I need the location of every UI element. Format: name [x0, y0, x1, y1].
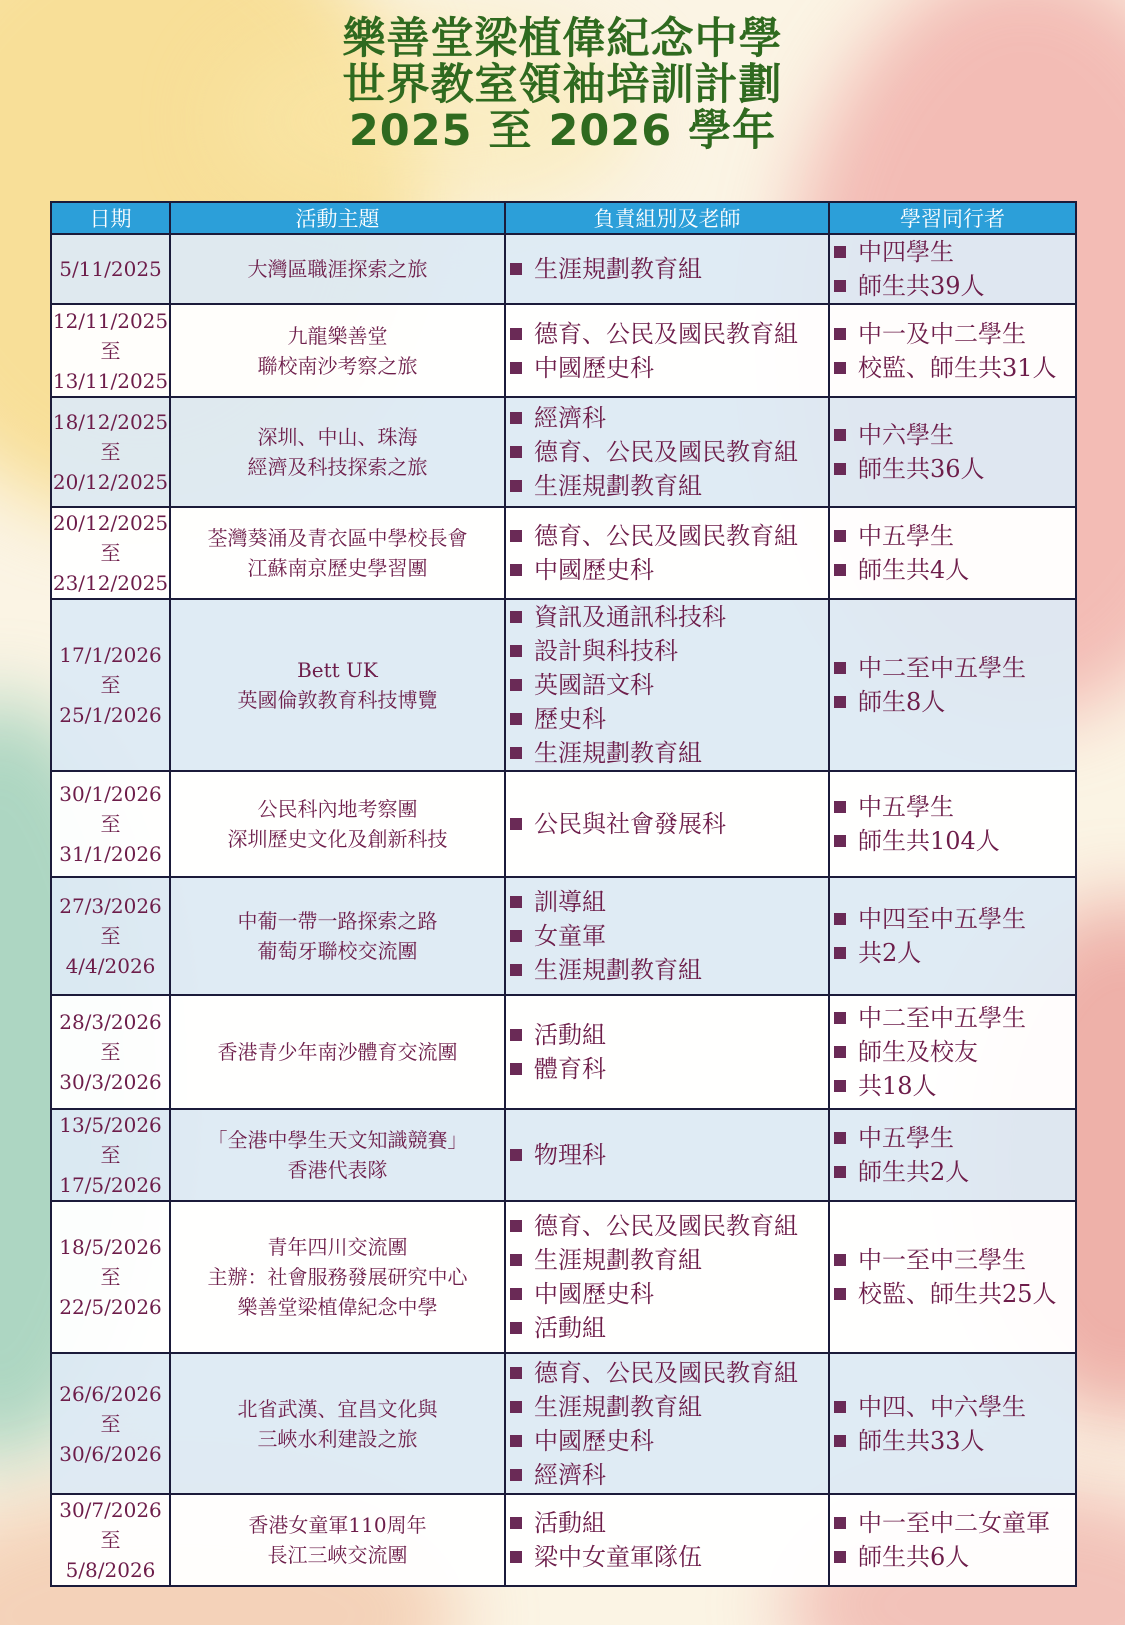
activity-line: 深圳歷史文化及創新科技: [227, 827, 448, 851]
list-item: [834, 235, 1071, 269]
list-item-text: 德育、公民及國民教育組: [534, 1358, 798, 1387]
activity-line: 公民科內地考察團: [257, 797, 418, 821]
date-line: 至: [100, 338, 121, 363]
date-line: 18/12/2025: [52, 410, 169, 434]
list-item-text: 德育、公民及國民教育組: [534, 438, 798, 466]
activity-cell: [170, 599, 505, 771]
square-bullet-icon: [834, 1551, 846, 1563]
date-cell: [51, 1353, 170, 1494]
square-bullet-icon: [834, 696, 846, 708]
square-bullet-icon: [834, 1435, 846, 1447]
list-item-text: 中一至中二女童軍: [858, 1509, 1050, 1537]
list-item: [834, 902, 1071, 936]
list-item-text: 英國語文科: [534, 671, 654, 699]
square-bullet-icon: [510, 1149, 522, 1161]
square-bullet-icon: [834, 1166, 846, 1178]
list-item-text: 師生共6人: [858, 1543, 970, 1571]
list-item: [834, 1035, 1071, 1069]
date-line: 至: [100, 1143, 121, 1167]
table-row: [51, 1353, 1076, 1494]
list-item: [834, 418, 1071, 452]
date-line: 28/3/2026: [59, 1010, 162, 1034]
activity-line: 經濟及科技探索之旅: [247, 455, 428, 479]
activity-line: Bett UK: [297, 658, 378, 682]
groups-cell: [505, 1353, 829, 1494]
list-item: [510, 1540, 824, 1574]
list-item: [834, 519, 1071, 553]
date-cell: [51, 771, 170, 877]
list-item-text: 中五學生: [858, 1124, 954, 1152]
square-bullet-icon: [834, 947, 846, 959]
participants-cell: [829, 1353, 1076, 1494]
list-item: [510, 1424, 824, 1458]
date-cell: [51, 877, 170, 995]
groups-cell: [505, 507, 829, 599]
date-line: 30/7/2026: [59, 1498, 162, 1522]
table-row: [51, 1109, 1076, 1201]
activity-line: 「全港中學生天文知識競賽」: [207, 1128, 468, 1152]
list-item-text: 中國歷史科: [534, 556, 654, 584]
date-line: 25/1/2026: [59, 703, 162, 727]
date-line: 至: [100, 812, 121, 836]
square-bullet-icon: [510, 446, 522, 458]
list-item-text: 梁中女童軍隊伍: [534, 1543, 702, 1571]
list-item: [834, 651, 1071, 685]
list-item-text: 中四至中五學生: [858, 905, 1026, 933]
date-cell: [51, 507, 170, 599]
date-line: 至: [100, 673, 121, 697]
list-item-text: 訓導組: [534, 888, 606, 916]
list-item-text: 德育、公民及國民教育組: [534, 522, 798, 550]
square-bullet-icon: [834, 429, 846, 441]
square-bullet-icon: [510, 611, 522, 623]
activity-cell: [170, 1109, 505, 1201]
date-line: 17/5/2026: [59, 1173, 162, 1197]
list-item: [510, 807, 824, 841]
list-item: [834, 1155, 1071, 1189]
groups-cell: [505, 599, 829, 771]
activity-cell: [170, 397, 505, 507]
list-item: [510, 519, 824, 553]
square-bullet-icon: [510, 1435, 522, 1447]
list-item-text: 生涯規劃教育組: [534, 1392, 702, 1421]
activity-cell: [170, 304, 505, 397]
date-line: 至: [100, 1411, 121, 1436]
list-item-text: 德育、公民及國民教育組: [534, 319, 798, 348]
square-bullet-icon: [834, 662, 846, 674]
table-row: [51, 995, 1076, 1109]
date-line: 至: [100, 1265, 121, 1289]
groups-cell: [505, 877, 829, 995]
square-bullet-icon: [510, 530, 522, 542]
date-line: 至: [100, 924, 121, 948]
groups-cell: [505, 1109, 829, 1201]
participants-cell: [829, 599, 1076, 771]
square-bullet-icon: [834, 1046, 846, 1058]
list-item: [510, 736, 824, 770]
participants-cell: [829, 877, 1076, 995]
participants-cell: [829, 1201, 1076, 1353]
activity-line: 主辦：社會服務發展研究中心: [207, 1265, 468, 1289]
date-line: 至: [100, 1040, 121, 1064]
list-item-text: 經濟科: [534, 404, 606, 432]
square-bullet-icon: [834, 1401, 846, 1413]
date-line: 27/3/2026: [59, 894, 162, 918]
list-item-text: 師生共33人: [858, 1426, 985, 1455]
participants-cell: [829, 304, 1076, 397]
list-item-text: 活動組: [534, 1314, 606, 1342]
square-bullet-icon: [834, 1254, 846, 1266]
table-row: [51, 304, 1076, 397]
list-item-text: 校監、師生共31人: [858, 353, 1057, 382]
square-bullet-icon: [834, 1132, 846, 1144]
square-bullet-icon: [834, 913, 846, 925]
square-bullet-icon: [510, 1517, 522, 1529]
list-item: [510, 953, 824, 987]
list-item-text: 公民與社會發展科: [534, 810, 726, 838]
list-item: [510, 351, 824, 385]
header-date: 日期: [51, 202, 170, 234]
activity-cell: [170, 1201, 505, 1353]
list-item-text: 活動組: [534, 1021, 606, 1049]
list-item: [834, 685, 1071, 719]
list-item: [834, 1243, 1071, 1277]
activity-cell: [170, 771, 505, 877]
list-item-text: 中四學生: [858, 238, 954, 266]
square-bullet-icon: [510, 1288, 522, 1300]
table-row: [51, 397, 1076, 507]
list-item-text: 校監、師生共25人: [858, 1280, 1057, 1308]
square-bullet-icon: [510, 1469, 522, 1481]
page-title: [0, 16, 1125, 154]
groups-cell: [505, 995, 829, 1109]
header-activity: 活動主題: [170, 202, 505, 234]
list-item: [510, 252, 824, 286]
date-line: 18/5/2026: [59, 1235, 162, 1259]
activity-cell: [170, 507, 505, 599]
list-item: [834, 1424, 1071, 1458]
list-item: [834, 1121, 1071, 1155]
list-item: [834, 1001, 1071, 1035]
square-bullet-icon: [510, 362, 522, 374]
list-item: [834, 452, 1071, 486]
date-line: 4/4/2026: [65, 954, 156, 978]
list-item-text: 師生共104人: [858, 827, 1000, 855]
date-cell: [51, 234, 170, 304]
list-item: [834, 553, 1071, 587]
list-item-text: 歷史科: [534, 705, 606, 733]
square-bullet-icon: [510, 1220, 522, 1232]
date-cell: [51, 1109, 170, 1201]
list-item-text: 體育科: [534, 1055, 606, 1083]
square-bullet-icon: [510, 747, 522, 759]
list-item-text: 中國歷史科: [534, 1426, 654, 1455]
date-line: 13/5/2026: [59, 1113, 162, 1137]
square-bullet-icon: [834, 328, 846, 340]
activity-line: 聯校南沙考察之旅: [257, 353, 418, 378]
list-item-text: 師生共36人: [858, 455, 985, 483]
date-line: 12/11/2025: [52, 308, 169, 333]
square-bullet-icon: [834, 1012, 846, 1024]
list-item: [510, 469, 824, 503]
list-item: [510, 1052, 824, 1086]
table-row: [51, 877, 1076, 995]
square-bullet-icon: [834, 1080, 846, 1092]
date-line: 13/11/2025: [52, 368, 169, 393]
list-item: [834, 1069, 1071, 1103]
date-line: 30/6/2026: [59, 1441, 162, 1466]
participants-cell: [829, 771, 1076, 877]
square-bullet-icon: [510, 964, 522, 976]
square-bullet-icon: [834, 362, 846, 374]
square-bullet-icon: [510, 679, 522, 691]
activity-line: 三峽水利建設之旅: [257, 1426, 418, 1451]
date-line: 17/1/2026: [59, 643, 162, 667]
square-bullet-icon: [834, 463, 846, 475]
list-item: [834, 936, 1071, 970]
square-bullet-icon: [510, 412, 522, 424]
square-bullet-icon: [834, 835, 846, 847]
date-line: 至: [100, 440, 121, 464]
table-row: [51, 599, 1076, 771]
activity-cell: [170, 1353, 505, 1494]
square-bullet-icon: [510, 930, 522, 942]
square-bullet-icon: [510, 1367, 522, 1379]
participants-cell: [829, 1109, 1076, 1201]
list-item: [510, 1390, 824, 1424]
activity-cell: [170, 234, 505, 304]
list-item-text: 中二至中五學生: [858, 654, 1026, 682]
date-line: 23/12/2025: [52, 571, 169, 595]
list-item: [510, 317, 824, 351]
square-bullet-icon: [510, 818, 522, 830]
table-row: [51, 1494, 1076, 1586]
list-item: [510, 1018, 824, 1052]
academic-year: 2025 至 2026 學年: [348, 106, 777, 156]
groups-cell: [505, 771, 829, 877]
list-item-text: 中一至中三學生: [858, 1246, 1026, 1274]
groups-cell: [505, 397, 829, 507]
date-line: 30/3/2026: [59, 1070, 162, 1094]
square-bullet-icon: [510, 1254, 522, 1266]
list-item: [510, 600, 824, 634]
activity-line: 香港女童軍110周年: [248, 1513, 427, 1537]
list-item-text: 中國歷史科: [534, 353, 654, 382]
participants-cell: [829, 1494, 1076, 1586]
list-item: [834, 1506, 1071, 1540]
date-cell: [51, 304, 170, 397]
schedule-table: [50, 201, 1077, 1587]
list-item: [510, 1458, 824, 1492]
list-item: [510, 1243, 824, 1277]
list-item: [510, 1138, 824, 1172]
square-bullet-icon: [510, 896, 522, 908]
date-cell: [51, 599, 170, 771]
groups-cell: [505, 234, 829, 304]
table-row: [51, 1201, 1076, 1353]
list-item: [834, 317, 1071, 351]
square-bullet-icon: [510, 1401, 522, 1413]
square-bullet-icon: [510, 1322, 522, 1334]
list-item-text: 設計與科技科: [534, 637, 678, 665]
square-bullet-icon: [834, 280, 846, 292]
activity-line: 九龍樂善堂: [287, 323, 388, 348]
date-line: 31/1/2026: [59, 842, 162, 866]
square-bullet-icon: [510, 480, 522, 492]
activity-line: 香港青少年南沙體育交流團: [217, 1040, 458, 1064]
list-item: [834, 351, 1071, 385]
square-bullet-icon: [834, 801, 846, 813]
square-bullet-icon: [510, 645, 522, 657]
list-item: [510, 919, 824, 953]
header-groups: 負責組別及老師: [505, 202, 829, 234]
square-bullet-icon: [510, 328, 522, 340]
date-cell: [51, 397, 170, 507]
square-bullet-icon: [834, 1288, 846, 1300]
list-item-text: 經濟科: [534, 1460, 606, 1489]
square-bullet-icon: [510, 564, 522, 576]
list-item: [510, 435, 824, 469]
list-item: [510, 553, 824, 587]
square-bullet-icon: [510, 713, 522, 725]
list-item-text: 德育、公民及國民教育組: [534, 1212, 798, 1240]
list-item: [510, 1356, 824, 1390]
list-item: [510, 885, 824, 919]
square-bullet-icon: [510, 1551, 522, 1563]
list-item-text: 物理科: [534, 1141, 606, 1169]
list-item: [510, 1506, 824, 1540]
activity-line: 中葡一帶一路探索之路: [237, 909, 438, 933]
list-item-text: 生涯規劃教育組: [534, 472, 702, 500]
activity-cell: [170, 877, 505, 995]
activity-line: 青年四川交流團: [267, 1235, 408, 1259]
list-item-text: 共2人: [858, 939, 922, 967]
date-line: 至: [100, 1528, 121, 1552]
list-item: [834, 1277, 1071, 1311]
list-item: [510, 1277, 824, 1311]
list-item-text: 生涯規劃教育組: [534, 255, 702, 283]
list-item-text: 女童軍: [534, 922, 606, 950]
list-item: [834, 824, 1071, 858]
date-line: 5/11/2025: [59, 257, 162, 281]
list-item-text: 中四、中六學生: [858, 1392, 1026, 1421]
program-name: 世界教室領袖培訓計劃: [342, 60, 783, 110]
list-item-text: 生涯規劃教育組: [534, 1246, 702, 1274]
list-item-text: 活動組: [534, 1509, 606, 1537]
participants-cell: [829, 507, 1076, 599]
activity-cell: [170, 1494, 505, 1586]
table-row: [51, 771, 1076, 877]
list-item-text: 師生共4人: [858, 556, 970, 584]
activity-line: 長江三峽交流團: [267, 1543, 408, 1567]
square-bullet-icon: [510, 1063, 522, 1075]
list-item: [510, 1311, 824, 1345]
participants-cell: [829, 397, 1076, 507]
list-item: [834, 269, 1071, 303]
activity-line: 葡萄牙聯校交流團: [257, 939, 418, 963]
date-line: 22/5/2026: [59, 1295, 162, 1319]
table-row: [51, 234, 1076, 304]
date-line: 5/8/2026: [65, 1558, 156, 1582]
activity-line: 深圳、中山、珠海: [257, 425, 418, 449]
list-item: [834, 1540, 1071, 1574]
list-item-text: 中國歷史科: [534, 1280, 654, 1308]
school-name: 樂善堂梁植偉紀念中學: [342, 14, 783, 64]
date-line: 20/12/2025: [52, 470, 169, 494]
date-cell: [51, 1201, 170, 1353]
list-item-text: 生涯規劃教育組: [534, 956, 702, 984]
table-row: [51, 507, 1076, 599]
header-participants: 學習同行者: [829, 202, 1076, 234]
list-item: [834, 1390, 1071, 1424]
activity-line: 北省武漢、宜昌文化與: [237, 1396, 438, 1421]
groups-cell: [505, 1201, 829, 1353]
list-item-text: 共18人: [858, 1072, 937, 1100]
list-item-text: 生涯規劃教育組: [534, 739, 702, 767]
activity-line: 香港代表隊: [287, 1158, 388, 1182]
list-item: [510, 401, 824, 435]
list-item: [510, 634, 824, 668]
list-item-text: 資訊及通訊科技科: [534, 603, 726, 631]
table-header-row: [51, 202, 1076, 234]
list-item-text: 中六學生: [858, 421, 954, 449]
date-cell: [51, 1494, 170, 1586]
activity-line: 江蘇南京歷史學習團: [247, 556, 428, 580]
activity-line: 大灣區職涯探索之旅: [247, 257, 428, 281]
list-item: [510, 702, 824, 736]
list-item-text: 師生共39人: [858, 272, 985, 300]
date-line: 26/6/2026: [59, 1381, 162, 1406]
square-bullet-icon: [834, 246, 846, 258]
activity-line: 英國倫敦教育科技博覽: [237, 688, 438, 712]
groups-cell: [505, 304, 829, 397]
square-bullet-icon: [510, 1029, 522, 1041]
square-bullet-icon: [834, 1517, 846, 1529]
list-item-text: 師生共2人: [858, 1158, 970, 1186]
date-line: 20/12/2025: [52, 511, 169, 535]
list-item-text: 師生及校友: [858, 1038, 978, 1066]
square-bullet-icon: [510, 263, 522, 275]
date-line: 30/1/2026: [59, 782, 162, 806]
list-item-text: 中一及中二學生: [858, 319, 1026, 348]
activity-line: 樂善堂梁植偉紀念中學: [237, 1295, 438, 1319]
activity-line: 荃灣葵涌及青衣區中學校長會: [207, 526, 468, 550]
square-bullet-icon: [834, 564, 846, 576]
list-item-text: 中二至中五學生: [858, 1004, 1026, 1032]
list-item: [510, 668, 824, 702]
list-item-text: 中五學生: [858, 793, 954, 821]
date-cell: [51, 995, 170, 1109]
groups-cell: [505, 1494, 829, 1586]
activity-cell: [170, 995, 505, 1109]
date-line: 至: [100, 541, 121, 565]
square-bullet-icon: [834, 530, 846, 542]
participants-cell: [829, 995, 1076, 1109]
list-item: [510, 1209, 824, 1243]
list-item: [834, 790, 1071, 824]
list-item-text: 師生8人: [858, 688, 946, 716]
participants-cell: [829, 234, 1076, 304]
list-item-text: 中五學生: [858, 522, 954, 550]
